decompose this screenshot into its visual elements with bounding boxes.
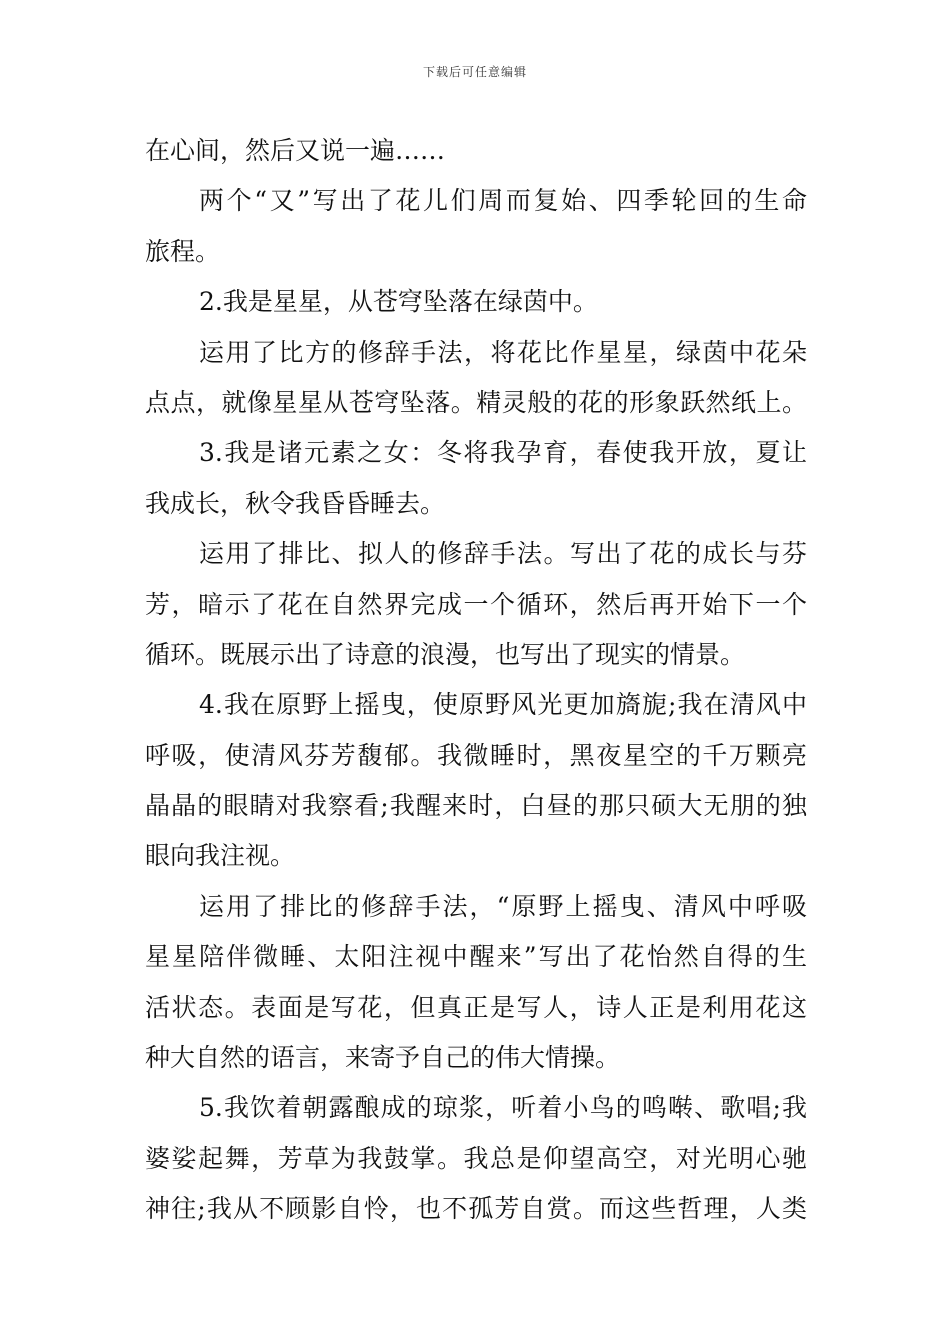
text-line: 活状态。表面是写花，但真正是写人，诗人正是利用花这	[145, 992, 807, 1022]
text-line: 婆娑起舞，芳草为我鼓掌。我总是仰望高空，对光明心驰	[145, 1143, 807, 1173]
text-line: 运用了比方的修辞手法，将花比作星星，绿茵中花朵	[199, 337, 807, 367]
document-body	[145, 126, 807, 1235]
text-line: 我成长，秋令我昏昏睡去。	[145, 488, 446, 518]
text-line: 神往;我从不顾影自怜，也不孤芳自赏。而这些哲理，人类	[145, 1194, 807, 1224]
text-line: 眼向我注视。	[145, 841, 296, 871]
text-line: 晶晶的眼睛对我察看;我醒来时，白昼的那只硕大无朋的独	[145, 791, 807, 821]
text-line: 3.我是诸元素之女：冬将我孕育，春使我开放，夏让	[199, 438, 807, 468]
text-line: 运用了排比、拟人的修辞手法。写出了花的成长与芬	[199, 539, 807, 569]
page-header: 下载后可任意编辑	[422, 65, 527, 79]
text-line: 星星陪伴微睡、太阳注视中醒来”写出了花怡然自得的生	[145, 942, 807, 972]
text-line: 4.我在原野上摇曳，使原野风光更加旖旎;我在清风中	[199, 690, 807, 720]
text-line: 两个“又”写出了花儿们周而复始、四季轮回的生命	[199, 186, 807, 216]
text-line: 循环。既展示出了诗意的浪漫，也写出了现实的情景。	[145, 639, 746, 669]
text-line: 芳，暗示了花在自然界完成一个循环，然后再开始下一个	[145, 589, 807, 619]
text-line: 2.我是星星，从苍穹坠落在绿茵中。	[199, 287, 598, 317]
text-line: 运用了排比的修辞手法，“原野上摇曳、清风中呼吸	[199, 891, 807, 921]
text-line: 5.我饮着朝露酿成的琼浆，听着小鸟的鸣啭、歌唱;我	[199, 1093, 807, 1123]
text-line: 在心间，然后又说一遍……	[145, 136, 446, 165]
text-line: 呼吸，使清风芬芳馥郁。我微睡时，黑夜星空的千万颗亮	[145, 740, 807, 770]
text-line: 点点，就像星星从苍穹坠落。精灵般的花的形象跃然纸上。	[145, 387, 807, 417]
text-line: 种大自然的语言，来寄予自己的伟大情操。	[145, 1043, 621, 1073]
text-line: 旅程。	[145, 236, 221, 266]
